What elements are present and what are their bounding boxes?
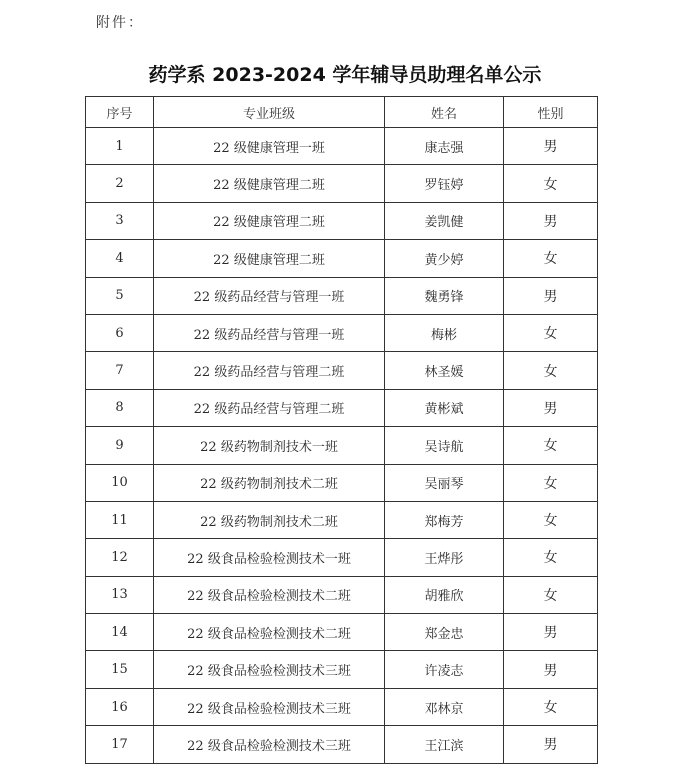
cell-name: 康志强 (385, 128, 504, 165)
cell-class: 22 级食品检验检测技术二班 (154, 614, 385, 651)
cell-name: 梅彬 (385, 314, 504, 351)
cell-gender: 女 (504, 427, 598, 464)
cell-gender: 男 (504, 614, 598, 651)
table-row (86, 128, 598, 165)
cell-name: 邓林京 (385, 688, 504, 725)
cell-class: 22 级药物制剂技术二班 (154, 501, 385, 538)
cell-gender: 女 (504, 501, 598, 538)
cell-serial-number: 5 (86, 277, 154, 314)
table-row (86, 314, 598, 351)
table-row (86, 165, 598, 202)
cell-name: 黄彬斌 (385, 389, 504, 426)
header-gender: 性别 (504, 97, 598, 128)
table-row (86, 277, 598, 314)
cell-gender: 女 (504, 314, 598, 351)
cell-class: 22 级食品检验检测技术三班 (154, 651, 385, 688)
cell-name: 魏勇锋 (385, 277, 504, 314)
cell-name: 罗钰婷 (385, 165, 504, 202)
cell-serial-number: 4 (86, 240, 154, 277)
cell-name: 王江滨 (385, 726, 504, 763)
cell-serial-number: 10 (86, 464, 154, 501)
cell-gender: 男 (504, 651, 598, 688)
cell-class: 22 级健康管理二班 (154, 240, 385, 277)
cell-serial-number: 16 (86, 688, 154, 725)
roster-table (85, 96, 598, 764)
cell-gender: 女 (504, 688, 598, 725)
table-row (86, 539, 598, 576)
cell-serial-number: 6 (86, 314, 154, 351)
cell-name: 林圣媛 (385, 352, 504, 389)
cell-serial-number: 13 (86, 576, 154, 613)
cell-name: 郑金忠 (385, 614, 504, 651)
table-row (86, 576, 598, 613)
cell-name: 胡雅欣 (385, 576, 504, 613)
cell-class: 22 级药品经营与管理二班 (154, 389, 385, 426)
cell-gender: 男 (504, 202, 598, 239)
cell-class: 22 级健康管理二班 (154, 165, 385, 202)
cell-class: 22 级食品检验检测技术一班 (154, 539, 385, 576)
cell-name: 许凌志 (385, 651, 504, 688)
table-header-row (86, 97, 598, 128)
cell-gender: 男 (504, 726, 598, 763)
cell-class: 22 级药品经营与管理一班 (154, 314, 385, 351)
cell-serial-number: 2 (86, 165, 154, 202)
cell-class: 22 级食品检验检测技术二班 (154, 576, 385, 613)
cell-serial-number: 7 (86, 352, 154, 389)
cell-class: 22 级药品经营与管理二班 (154, 352, 385, 389)
cell-gender: 女 (504, 165, 598, 202)
table-row (86, 688, 598, 725)
cell-serial-number: 17 (86, 726, 154, 763)
table-row (86, 726, 598, 763)
cell-class: 22 级食品检验检测技术三班 (154, 726, 385, 763)
cell-serial-number: 3 (86, 202, 154, 239)
table-row (86, 352, 598, 389)
table-row (86, 501, 598, 538)
cell-gender: 男 (504, 128, 598, 165)
header-serial-number: 序号 (86, 97, 154, 128)
table-row (86, 240, 598, 277)
cell-serial-number: 15 (86, 651, 154, 688)
table-row (86, 464, 598, 501)
table-row (86, 427, 598, 464)
cell-gender: 女 (504, 576, 598, 613)
cell-gender: 男 (504, 277, 598, 314)
cell-class: 22 级药物制剂技术二班 (154, 464, 385, 501)
header-class: 专业班级 (154, 97, 385, 128)
cell-name: 黄少婷 (385, 240, 504, 277)
cell-name: 吴丽琴 (385, 464, 504, 501)
cell-gender: 女 (504, 464, 598, 501)
cell-gender: 女 (504, 539, 598, 576)
cell-name: 姜凯健 (385, 202, 504, 239)
cell-serial-number: 1 (86, 128, 154, 165)
table-row (86, 614, 598, 651)
table-row (86, 389, 598, 426)
cell-gender: 男 (504, 389, 598, 426)
cell-class: 22 级药物制剂技术一班 (154, 427, 385, 464)
table-row (86, 202, 598, 239)
header-name: 姓名 (385, 97, 504, 128)
cell-serial-number: 12 (86, 539, 154, 576)
table-row (86, 651, 598, 688)
document-title: 药学系 2023-2024 学年辅导员助理名单公示 (148, 64, 542, 86)
cell-class: 22 级药品经营与管理一班 (154, 277, 385, 314)
cell-serial-number: 9 (86, 427, 154, 464)
cell-class: 22 级食品检验检测技术三班 (154, 688, 385, 725)
cell-gender: 女 (504, 240, 598, 277)
cell-class: 22 级健康管理二班 (154, 202, 385, 239)
cell-name: 吴诗航 (385, 427, 504, 464)
cell-name: 王烨彤 (385, 539, 504, 576)
cell-class: 22 级健康管理一班 (154, 128, 385, 165)
cell-serial-number: 14 (86, 614, 154, 651)
cell-gender: 女 (504, 352, 598, 389)
cell-name: 郑梅芳 (385, 501, 504, 538)
cell-serial-number: 11 (86, 501, 154, 538)
attachment-label: 附件： (96, 15, 144, 31)
cell-serial-number: 8 (86, 389, 154, 426)
table-body (86, 128, 598, 764)
